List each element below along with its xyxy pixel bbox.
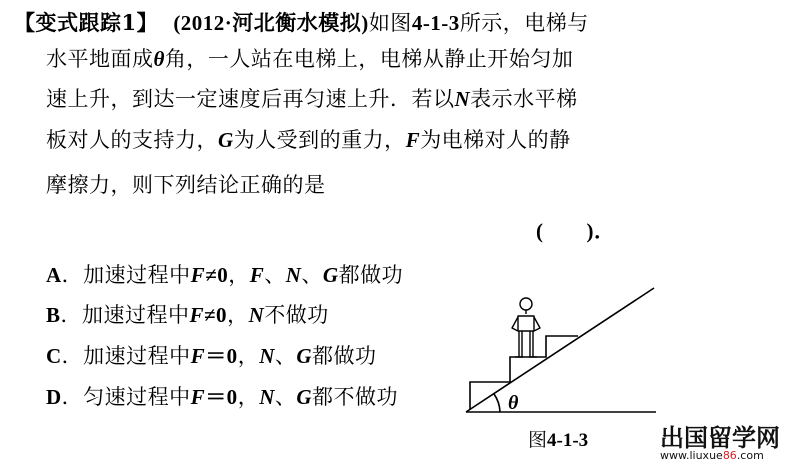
var-G: G	[218, 128, 234, 152]
site-watermark-logo	[660, 424, 780, 462]
option-a[interactable]: A．加速过程中F≠0，F、N、G都做功	[46, 263, 404, 287]
question-line-5: 摩擦力，则下列结论正确的是	[46, 173, 326, 197]
person-icon	[512, 298, 540, 357]
watermark-url: www.liuxue86.com	[660, 449, 764, 462]
question-line-3: 速上升，到达一定速度后再匀速上升．若以N表示水平梯	[46, 87, 578, 111]
angle-label: θ	[508, 392, 519, 414]
var-N: N	[454, 87, 471, 111]
option-letter: B	[46, 303, 61, 327]
question-line-2: 水平地面成θ角，一人站在电梯上，电梯从静止开始匀加	[46, 47, 574, 71]
option-d[interactable]: D．匀速过程中F＝0，N、G都不做功	[46, 385, 399, 409]
option-letter: A	[46, 263, 62, 287]
question-tag: 【变式跟踪1】	[14, 10, 159, 35]
watermark-text: 出国留学网	[660, 424, 780, 452]
figure-ref: 4-1-3	[411, 11, 460, 35]
option-c[interactable]: C．加速过程中F＝0，N、G都做功	[46, 344, 377, 368]
question-line-4: 板对人的支持力，G为人受到的重力，F为电梯对人的静	[46, 128, 571, 152]
option-b[interactable]: B．加速过程中F≠0，N不做功	[46, 303, 329, 327]
incline-line	[466, 288, 654, 412]
angle-arc	[494, 394, 500, 412]
question-source: (2012·河北衡水模拟)	[173, 11, 369, 35]
question-line-1: 【变式跟踪1】 (2012·河北衡水模拟)如图4-1-3所示，电梯与	[14, 10, 589, 35]
option-letter: C	[46, 344, 62, 368]
answer-blank: ( )．	[536, 219, 616, 243]
option-letter: D	[46, 385, 62, 409]
figure-caption: 图4-1-3	[528, 429, 589, 451]
var-theta: θ	[153, 47, 165, 71]
var-F: F	[405, 128, 421, 152]
